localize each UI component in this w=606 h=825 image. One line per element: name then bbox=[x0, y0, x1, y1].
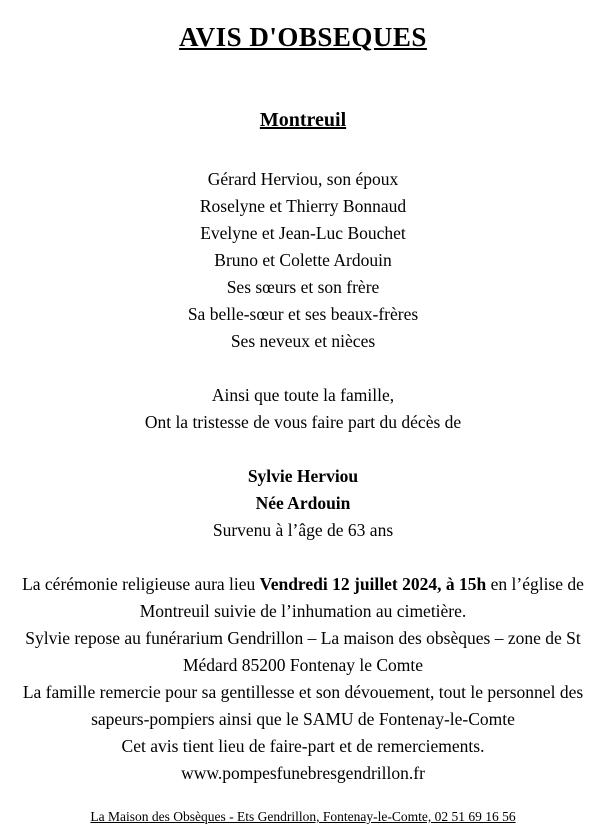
doc-title: AVIS D'OBSEQUES bbox=[179, 22, 427, 52]
details-block bbox=[4, 571, 602, 787]
family-line: Evelyne et Jean-Luc Bouchet bbox=[200, 223, 406, 243]
closing-line: Ont la tristesse de vous faire part du décès de bbox=[144, 412, 462, 432]
family-line: Roselyne et Thierry Bonnaud bbox=[199, 196, 407, 216]
family-line: Ses neveux et nièces bbox=[230, 331, 376, 351]
ceremony-prefix: La cérémonie religieuse aura lieu bbox=[22, 574, 260, 594]
family-line: Gérard Herviou, son époux bbox=[207, 169, 399, 189]
deceased-age: Survenu à l’âge de 63 ans bbox=[212, 520, 394, 540]
ceremony-suffix: en l’église de Montreuil suivie de l’inhumation au cimetière. bbox=[139, 574, 584, 621]
closing-lines bbox=[4, 382, 602, 436]
closing-line: Ainsi que toute la famille, bbox=[211, 385, 395, 405]
thanks-line: La famille remercie pour sa gentillesse et son dévouement, tout le personnel des sapeurs-pompiers ainsi que le SAMU de Fontenay-le-Comte bbox=[22, 682, 584, 729]
footer-line: La Maison des Obsèques - Ets Gendrillon, Fontenay-le-Comte, 02 51 69 16 56 bbox=[90, 809, 516, 824]
family-line: Bruno et Colette Ardouin bbox=[214, 250, 392, 270]
deceased-maiden-name: Née Ardouin bbox=[255, 493, 351, 513]
ceremony-datetime: Vendredi 12 juillet 2024, à 15h bbox=[259, 574, 487, 594]
family-line: Sa belle-sœur et ses beaux-frères bbox=[187, 304, 419, 324]
repose-line: Sylvie repose au funérarium Gendrillon – La maison des obsèques – zone de St Médard 85200 Fontenay le Comte bbox=[25, 628, 581, 675]
family-line: Ses sœurs et son frère bbox=[226, 277, 380, 297]
notice-line: Cet avis tient lieu de faire-part et de remerciements. bbox=[121, 736, 485, 756]
deceased-block bbox=[4, 463, 602, 544]
ceremony-line bbox=[10, 571, 596, 625]
family-list bbox=[4, 166, 602, 355]
deceased-name: Sylvie Herviou bbox=[247, 466, 359, 486]
website-text: www.pompesfunebresgendrillon.fr bbox=[181, 763, 425, 783]
location-heading: Montreuil bbox=[259, 109, 347, 131]
